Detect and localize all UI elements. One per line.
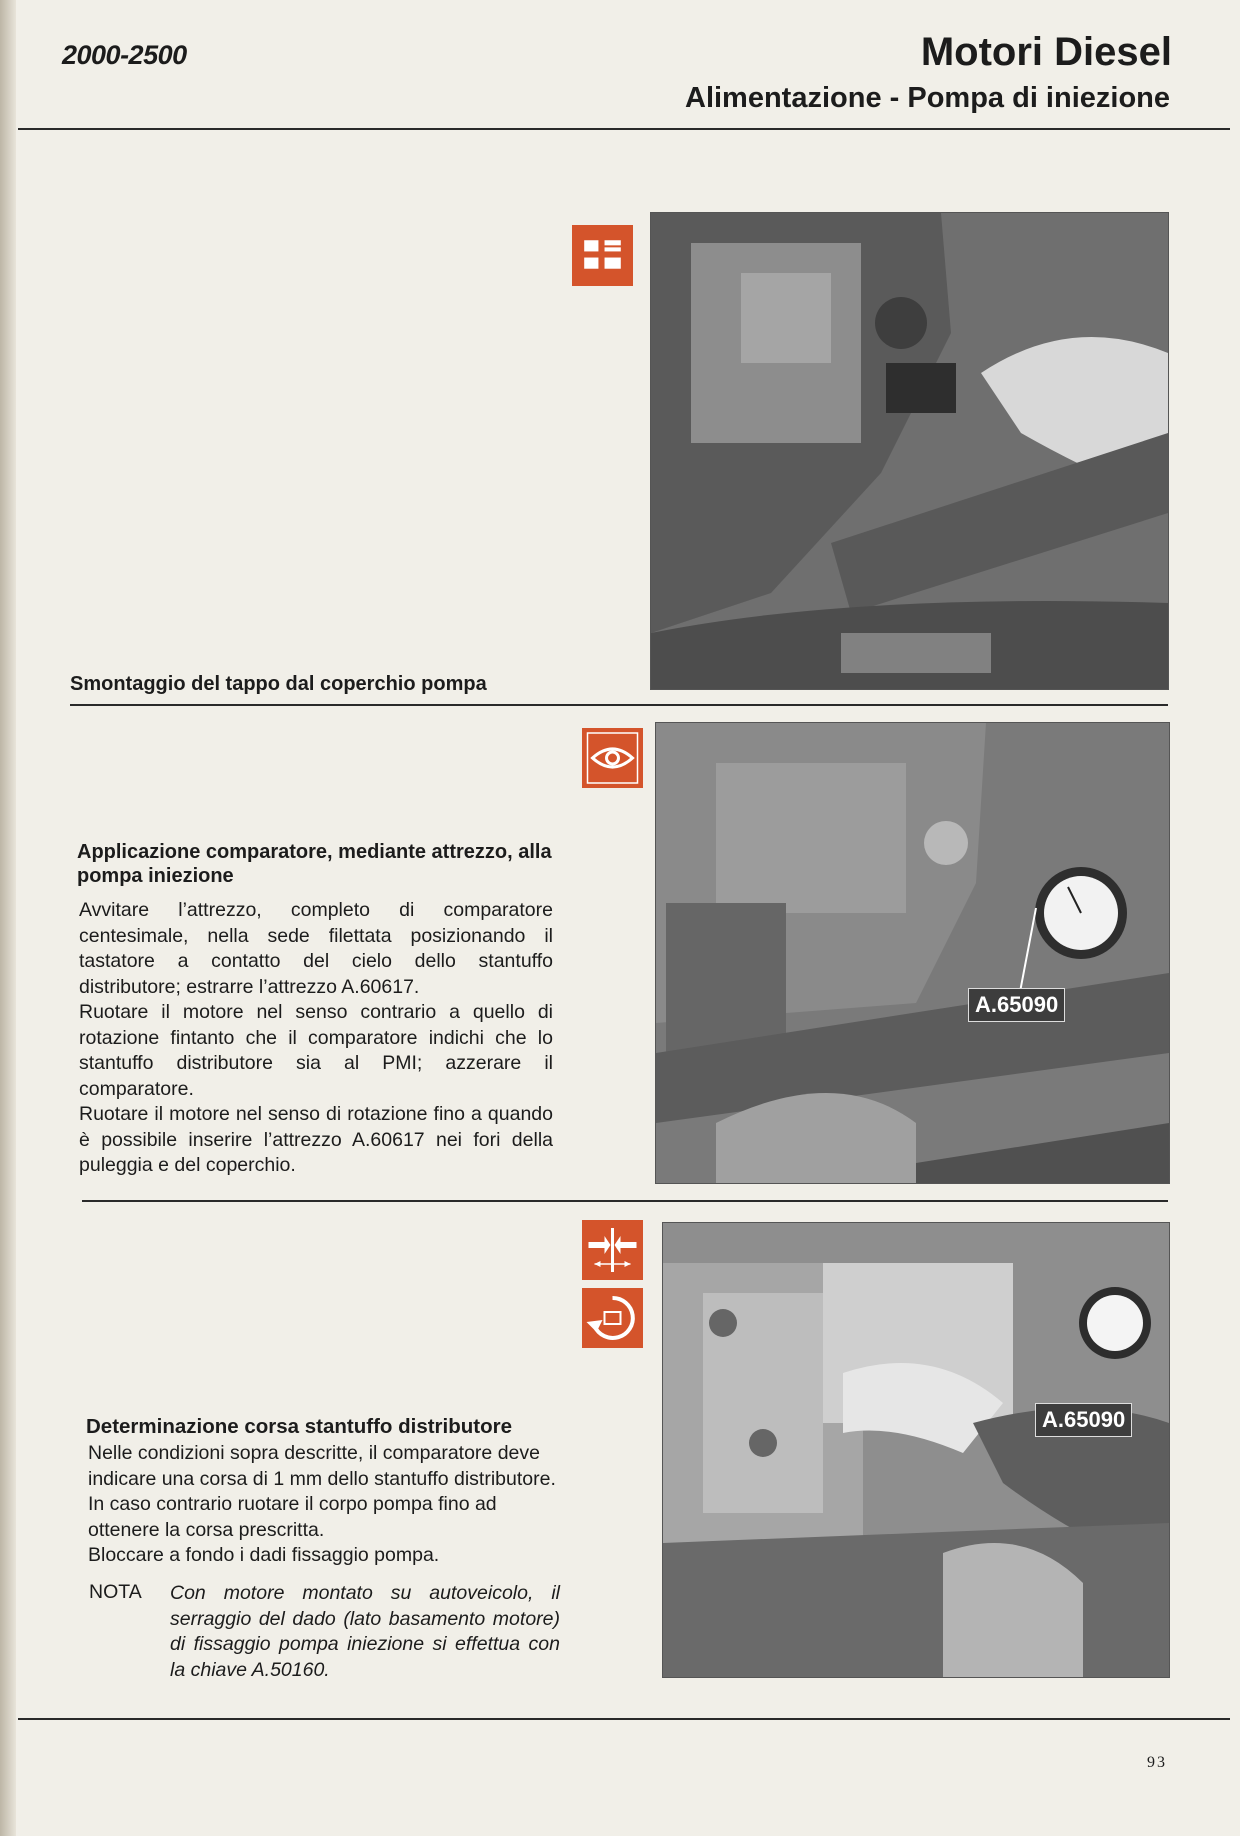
page-title: Motori Diesel [920, 30, 1172, 74]
page-binding-edge [0, 0, 16, 1836]
photo-plunger-stroke-check [662, 1222, 1170, 1678]
section3-caption: Determinazione corsa stantuffo distributore [86, 1415, 513, 1438]
section1-divider [70, 704, 1168, 706]
measurement-arrows-icon [582, 1220, 643, 1280]
inspection-eye-icon [582, 728, 643, 788]
photo-dial-gauge-application [655, 722, 1170, 1184]
photo-label-tool-code: A.65090 [968, 988, 1065, 1022]
section2-paragraph: Ruotare il motore nel senso contrario a quello di rotazione fintanto che il comparatore indichi che lo stantuffo distributore sia al PMI; azzerare il comparatore. [79, 1001, 553, 1100]
section2-paragraph: Ruotare il motore nel senso di rotazione fino a quando è possibile inserire l’attrezzo A.60617 nei fori della puleggia e del coperchio. [79, 1103, 553, 1176]
page-number: 93 [1147, 1754, 1167, 1771]
section2-caption: Applicazione comparatore, mediante attrezzo, alla pompa iniezione [77, 841, 552, 887]
nota-label: NOTA [89, 1581, 142, 1603]
disassembly-icon [572, 225, 633, 286]
section2-body [79, 898, 553, 1179]
footer-divider [18, 1718, 1230, 1720]
section2-divider [82, 1200, 1168, 1202]
photo-label-tool-code: A.65090 [1035, 1403, 1132, 1437]
nota-text: Con motore montato su autoveicolo, il serraggio del dado (lato basamento motore) di fissaggio pompa iniezione si effettua con la chiave A.50160. [170, 1582, 560, 1681]
photo-pump-cap-removal [650, 212, 1169, 690]
header-divider [18, 128, 1230, 130]
model-number: 2000-2500 [62, 40, 187, 70]
section3-paragraph: Nelle condizioni sopra descritte, il comparatore deve indicare una corsa di 1 mm dello stantuffo distributore. In caso contrario ruotare il corpo pompa fino ad ottenere la corsa prescritta. [88, 1442, 556, 1541]
section2-paragraph: Avvitare l’attrezzo, completo di comparatore centesimale, nella sede filettata posizionando il tastatore a contatto del cielo dello stantuffo distributore; estrarre l’attrezzo A.60617. [79, 899, 553, 998]
section3-body [88, 1441, 558, 1569]
section3-paragraph: Bloccare a fondo i dadi fissaggio pompa. [88, 1544, 440, 1566]
rotation-icon [582, 1288, 643, 1348]
section1-caption: Smontaggio del tappo dal coperchio pompa [70, 673, 487, 695]
page-subtitle: Alimentazione - Pompa di iniezione [685, 82, 1170, 114]
